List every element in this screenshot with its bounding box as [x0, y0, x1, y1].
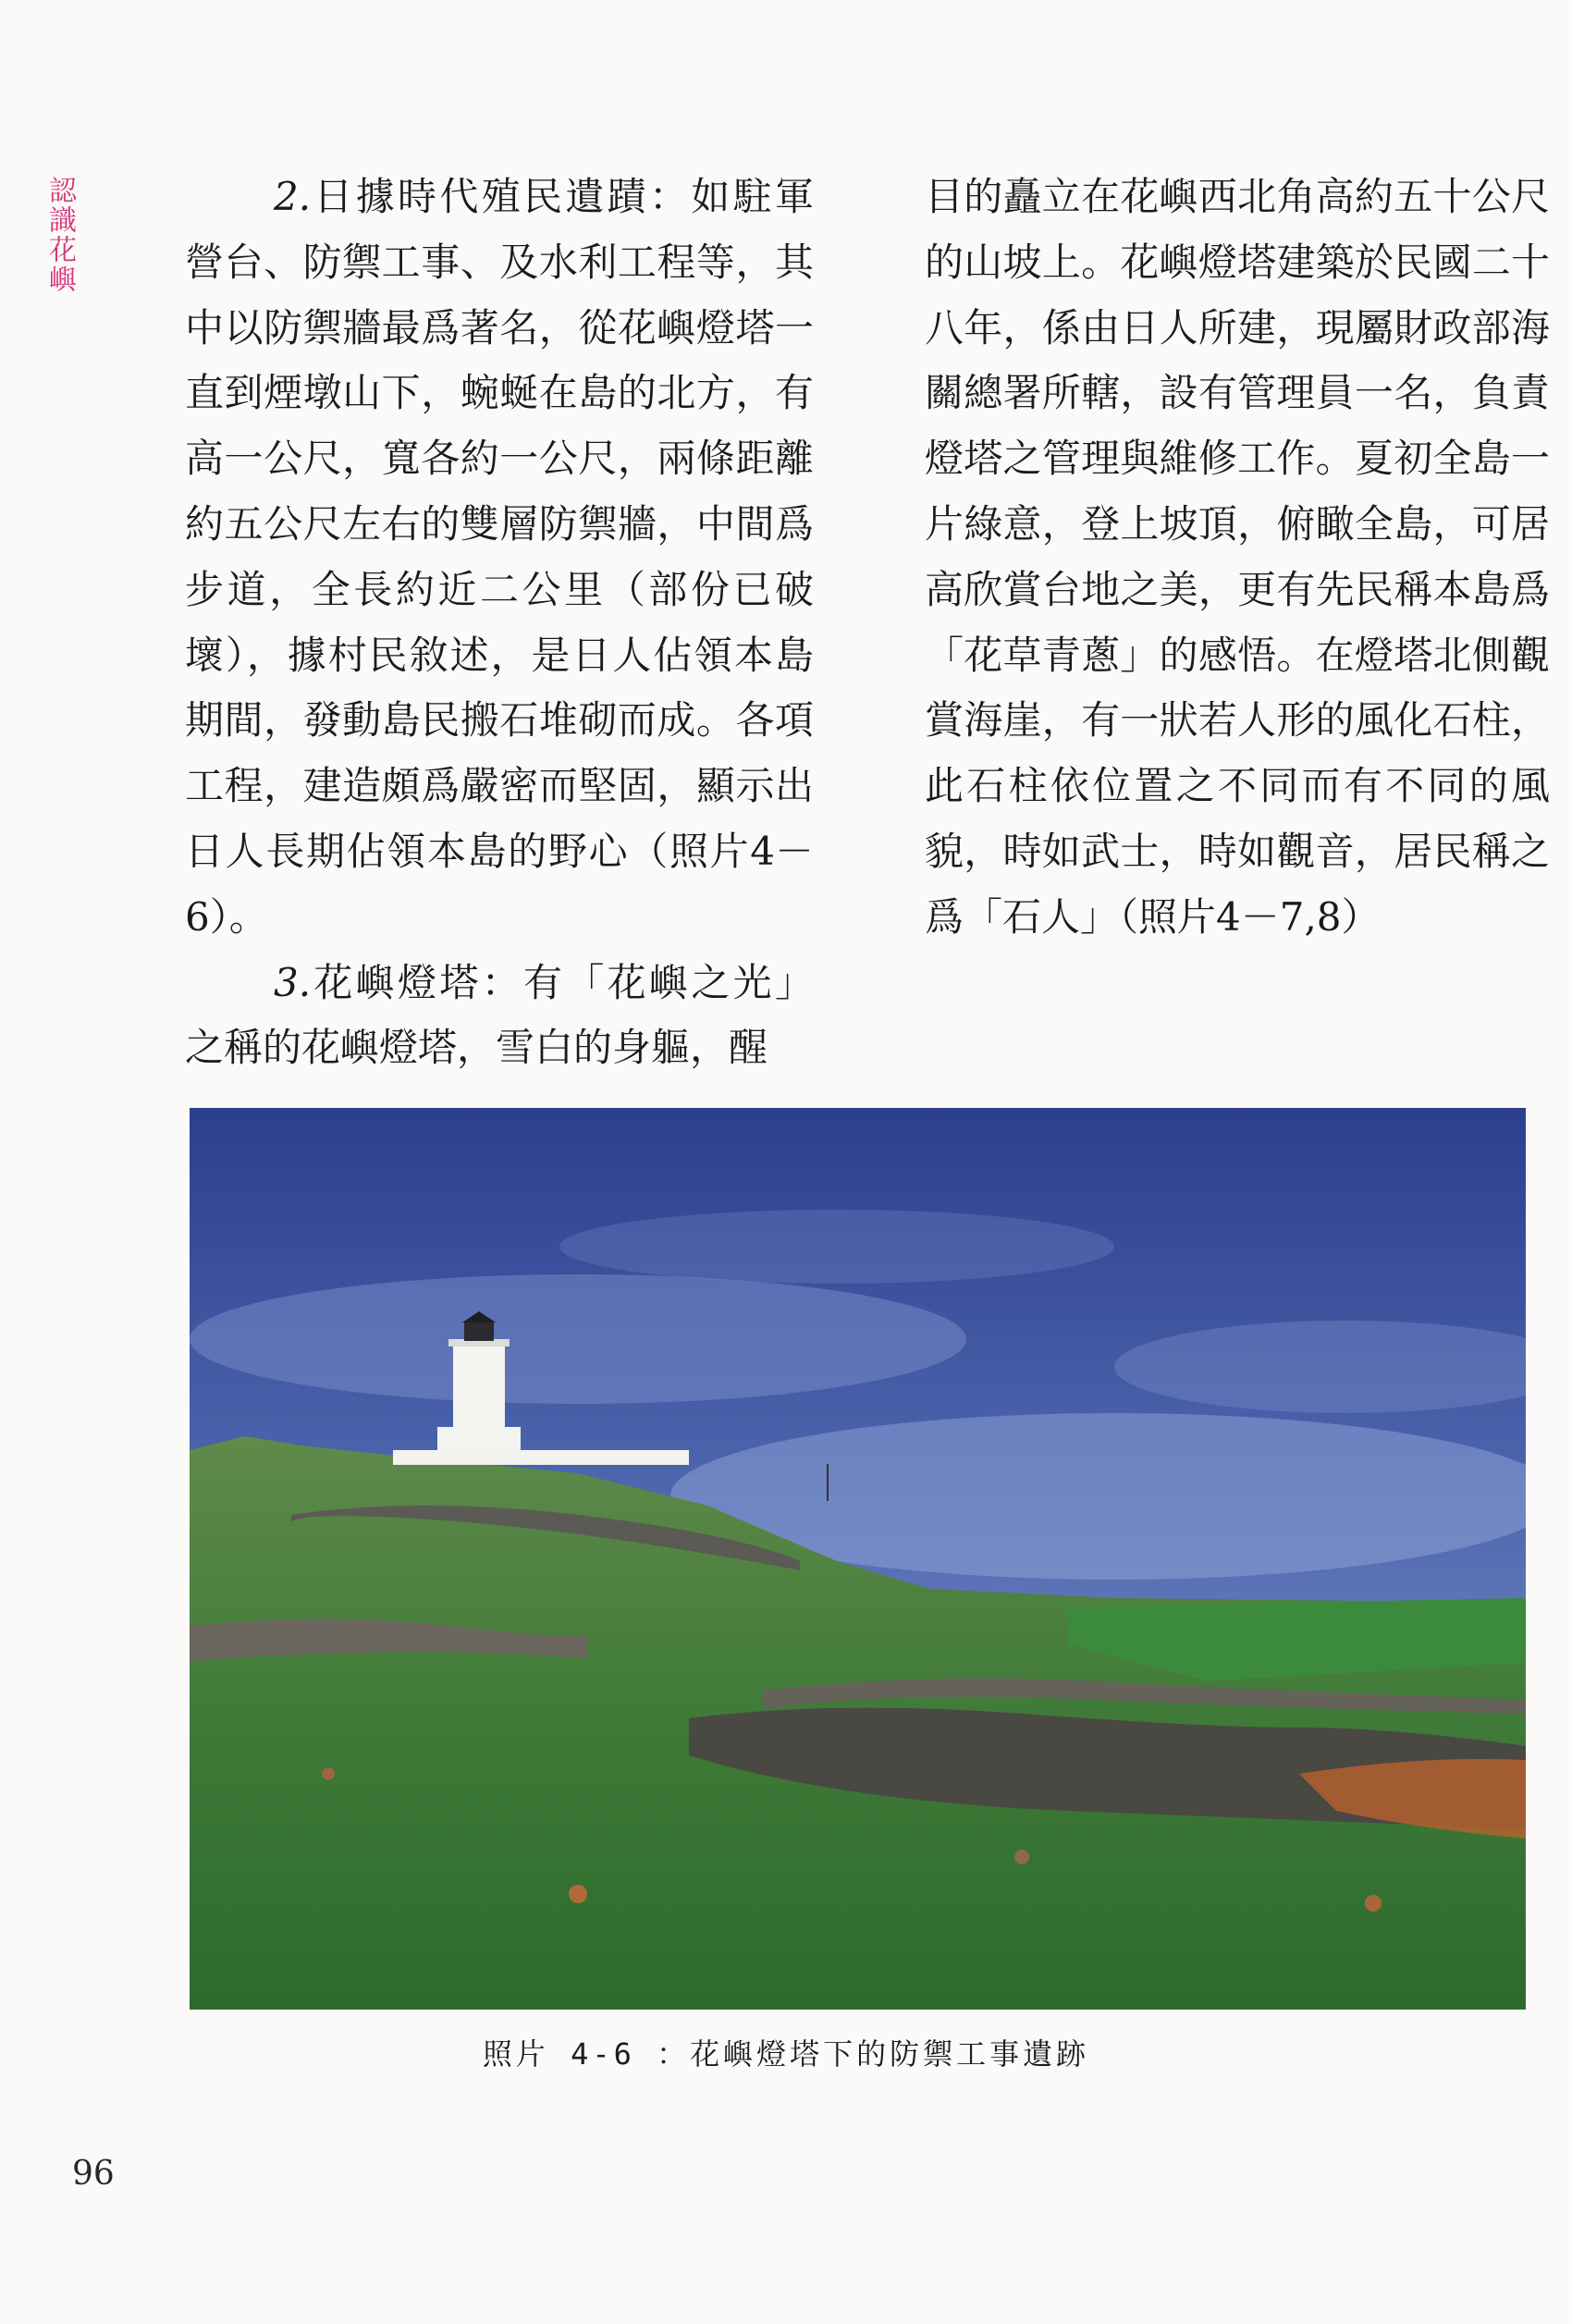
paragraph-text: 日據時代殖民遺蹟：如駐軍營台、防禦工事、及水利工程等，其中以防禦牆最爲著名，從花嶼燈塔一直到煙墩山下，蜿蜒在島的北方，有高一公尺，寬各約一公尺，兩條距離約五公尺左右的雙層防禦牆，中間爲步道，全長約近二公里（部份已破壞），據村民敘述，是日人佔領本島期間，發動島民搬石堆砌而成。各項工程，建造頗爲嚴密而堅固，顯示出日人長期佔領本島的野心（照片4－6）。 — [185, 174, 814, 940]
item-number: 3. — [274, 959, 312, 1005]
paragraph-continuation: 目的矗立在花嶼西北角高約五十公尺的山坡上。花嶼燈塔建築於民國二十八年，係由日人所建，現屬財政部海關總署所轄，設有管理員一名，負責燈塔之管理與維修工作。夏初全島一片綠意，登上坡頂，俯瞰全島，可居高欣賞台地之美，更有先民稱本島爲「花草青蔥」的感悟。在燈塔北側觀賞海崖，有一狀若人形的風化石柱，此石柱依位置之不同而有不同的風貌，時如武士，時如觀音，居民稱之爲「石人」（照片4－7,8） — [925, 174, 1550, 940]
photo-lighthouse-fortifications — [190, 1108, 1526, 2010]
left-column — [185, 165, 814, 1081]
section-tab: 認識花嶼 — [43, 176, 76, 294]
paragraph-text: 花嶼燈塔：有「花嶼之光」之稱的花嶼燈塔，雪白的身軀，醒 — [185, 959, 814, 1071]
paragraph-lighthouse — [185, 951, 814, 1082]
photo-caption: 照片 4-6 ：花嶼燈塔下的防禦工事遺跡 — [482, 2036, 1090, 2072]
paragraph-colonial-relics — [185, 165, 814, 951]
right-column — [925, 165, 1550, 951]
page-number: 96 — [72, 2155, 115, 2193]
item-number: 2. — [274, 174, 312, 219]
